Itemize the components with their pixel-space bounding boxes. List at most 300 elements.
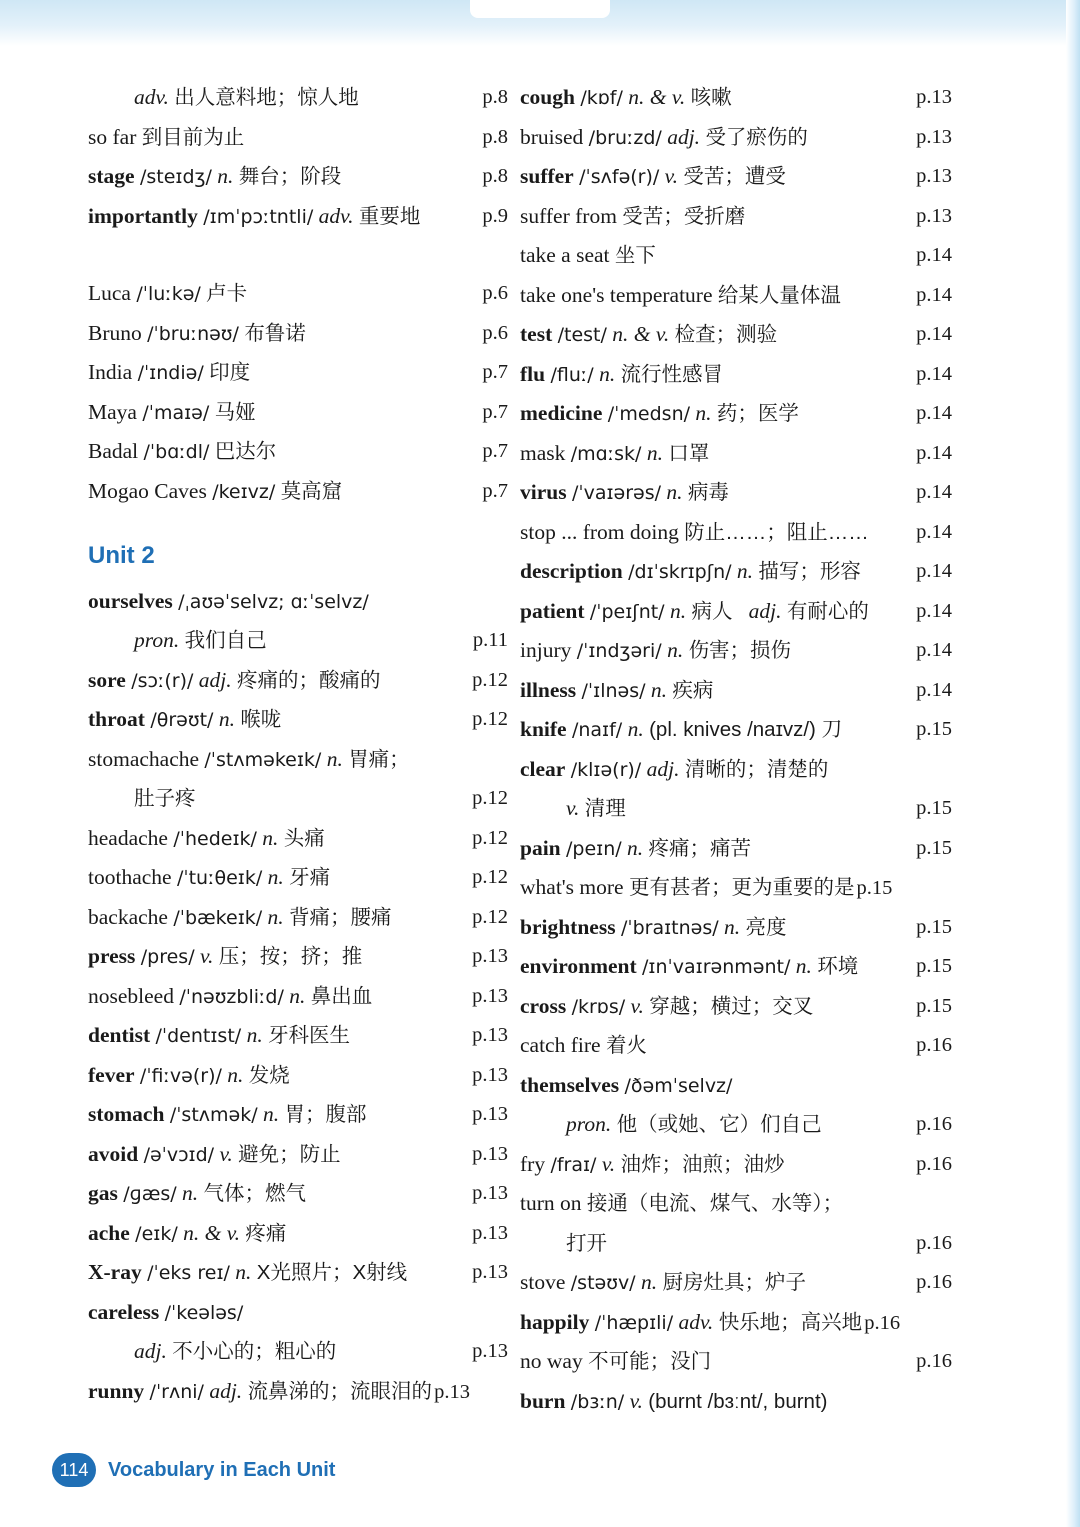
- entry-definition: 喉咙: [240, 708, 282, 731]
- entry-page-reference: p.14: [916, 481, 952, 503]
- entry-phonetic: /ˈpeɪʃnt/: [589, 600, 665, 623]
- vocabulary-entry: [520, 1184, 952, 1224]
- entry-body: [520, 1073, 732, 1097]
- entry-body: [88, 1102, 367, 1126]
- entry-page-reference: p.12: [472, 708, 508, 730]
- entry-body: [520, 1310, 862, 1334]
- entry-page-reference: p.13: [472, 1221, 508, 1244]
- entry-page-reference: p.14: [916, 402, 952, 424]
- vocabulary-entry: [520, 1263, 952, 1303]
- entry-phonetic: /dɪˈskrɪpʃn/: [628, 561, 732, 583]
- entry-definition: 伤害；损伤: [688, 639, 792, 662]
- entry-body: [88, 984, 372, 1008]
- entry-body: [88, 281, 247, 305]
- entry-page-reference: p.13: [434, 1380, 470, 1403]
- vocabulary-entry: [88, 582, 508, 622]
- entry-phonetic: /ˈɪlnəs/: [581, 679, 646, 702]
- vocabulary-entry: [520, 750, 952, 790]
- page-right-edge-decoration: [1066, 0, 1080, 1527]
- entry-definition: 受苦；受折磨: [622, 204, 746, 228]
- entry-body: [88, 1379, 432, 1403]
- entry-page-reference: p.7: [482, 440, 508, 462]
- entry-page-reference: p.15: [916, 915, 952, 938]
- entry-definition: X光照片；X射线: [256, 1261, 408, 1284]
- entry-phonetic: /ˈrʌni/: [149, 1380, 204, 1403]
- entry-headword: test: [520, 322, 553, 346]
- entry-body: [520, 85, 732, 109]
- vocabulary-entry: [88, 353, 508, 393]
- entry-body: [88, 589, 369, 613]
- entry-body: [520, 125, 808, 149]
- entry-spacer: [88, 236, 508, 274]
- entry-headword: ache: [88, 1220, 130, 1245]
- entry-headword: no way: [520, 1349, 583, 1373]
- vocabulary-entry: [88, 819, 508, 859]
- entry-definition: 环境: [817, 955, 859, 978]
- vocabulary-entry: [520, 987, 952, 1027]
- entry-page-reference: p.15: [916, 955, 952, 977]
- entry-definition: 厨房灶具；炉子: [662, 1271, 806, 1294]
- entry-headword: dentist: [88, 1023, 151, 1047]
- entry-part-of-speech: adj.: [198, 667, 232, 692]
- vocabulary-entry: [520, 236, 952, 276]
- entry-definition: 不可能；没门: [588, 1350, 712, 1373]
- entry-body: [520, 520, 869, 544]
- entry-phonetic: /ˈɪndʒəri/: [576, 640, 662, 662]
- entry-headword: stove: [520, 1270, 566, 1294]
- entry-page-reference: p.16: [864, 1311, 901, 1334]
- entry-body: [520, 1349, 711, 1373]
- entry-body: [88, 865, 330, 889]
- entry-definition: 口罩: [668, 441, 710, 465]
- entry-page-reference: p.16: [916, 1231, 952, 1254]
- vocabulary-entry: [88, 197, 508, 237]
- entry-body: [520, 678, 713, 702]
- entry-part-of-speech: adj.: [134, 1339, 167, 1363]
- entry-page-reference: p.16: [916, 1350, 952, 1372]
- entry-headword: suffer: [520, 164, 574, 188]
- vocabulary-entry: [88, 314, 508, 354]
- entry-headword: take a seat: [520, 243, 610, 267]
- vocabulary-entry: [88, 472, 508, 512]
- entry-definition: 疼痛的；酸痛的: [237, 668, 381, 692]
- vocabulary-entry: [88, 1056, 508, 1096]
- vocabulary-entry: [520, 1382, 952, 1422]
- entry-part-of-speech: v.: [200, 944, 214, 968]
- entry-body: [88, 1142, 341, 1166]
- entry-headword: pain: [520, 835, 561, 860]
- entry-definition: 接通（电流、煤气、水等）；: [586, 1192, 844, 1215]
- entry-phonetic: /ðəmˈselvz/: [624, 1074, 733, 1097]
- entry-definition: 清理: [584, 797, 626, 820]
- footer-section-title: Vocabulary in Each Unit: [108, 1458, 336, 1481]
- page-top-decoration: [0, 0, 1080, 46]
- entry-part-of-speech: n.: [217, 164, 234, 188]
- entry-definition: 药；医学: [716, 402, 799, 425]
- entry-part-of-speech: n.: [263, 1102, 280, 1126]
- entry-phonetic: /ˈmaɪə/: [142, 401, 210, 424]
- vocabulary-entry: [88, 1214, 508, 1254]
- entry-body: [520, 243, 656, 267]
- entry-headword: India: [88, 360, 133, 384]
- vocabulary-entry: [88, 78, 508, 118]
- entry-part-of-speech: n.: [724, 914, 741, 939]
- entry-headword: X-ray: [88, 1260, 142, 1284]
- entry-body: [520, 480, 729, 504]
- vocabulary-entry: [520, 710, 952, 750]
- vocabulary-entry: [520, 1026, 952, 1066]
- entry-phonetic: /bɜːn/: [570, 1390, 625, 1413]
- entry-page-reference: p.14: [916, 362, 952, 385]
- entry-phonetic: /ˈbraɪtnəs/: [620, 916, 719, 939]
- entry-headword: fever: [88, 1062, 135, 1087]
- entry-part-of-speech: v.: [566, 796, 580, 820]
- entry-definition: 穿越；横过；交叉: [649, 994, 814, 1018]
- entry-definition: 描写；形容: [758, 560, 861, 583]
- entry-definition: 牙痛: [289, 866, 331, 889]
- vocabulary-entry: [520, 1105, 952, 1145]
- entry-definition: 牙科医生: [268, 1024, 351, 1047]
- vocabulary-entry: [88, 1016, 508, 1056]
- entry-definition: 油炸；油煎；油炒: [620, 1152, 785, 1176]
- vocabulary-entry: [520, 1066, 952, 1106]
- entry-phonetic: /ˈmedsn/: [607, 403, 691, 425]
- vocabulary-entry: [520, 197, 952, 237]
- vocabulary-entry: [520, 1224, 952, 1264]
- entry-phonetic: /ˈnəʊzbliːd/: [179, 985, 284, 1008]
- entry-page-reference: p.13: [472, 1340, 508, 1362]
- vocabulary-entry: [88, 898, 508, 938]
- entry-page-reference: p.13: [472, 945, 508, 967]
- entry-definition: 流鼻涕的；流眼泪的: [247, 1379, 433, 1403]
- vocabulary-entry: [88, 432, 508, 472]
- vocabulary-entry: [520, 157, 952, 197]
- entry-body: [88, 905, 392, 929]
- entry-part-of-speech: n.: [182, 1181, 199, 1205]
- entry-page-reference: p.8: [482, 125, 508, 148]
- entry-phonetic: /ɡæs/: [123, 1183, 177, 1205]
- entry-part-of-speech: v.: [664, 164, 678, 188]
- entry-page-reference: p.12: [472, 866, 508, 888]
- vocabulary-entry: [520, 513, 952, 553]
- entry-headword: cough: [520, 85, 575, 109]
- entry-headword: virus: [520, 480, 567, 504]
- vocabulary-entry: [88, 393, 508, 433]
- entry-body: [520, 401, 799, 425]
- entry-headword: knife: [520, 717, 567, 741]
- entry-body: [520, 836, 751, 860]
- entry-body: [520, 1152, 785, 1176]
- entry-definition: 给某人量体温: [717, 283, 841, 307]
- vocabulary-entry: [88, 1372, 508, 1412]
- entry-page-reference: p.12: [472, 668, 508, 691]
- entry-body: [134, 1339, 336, 1363]
- entry-headword: flu: [520, 361, 546, 386]
- vocabulary-entry: [88, 1253, 508, 1293]
- entry-part-of-speech: pron.: [134, 628, 180, 652]
- entry-part-of-speech: v.: [630, 993, 644, 1018]
- entry-headword: runny: [88, 1378, 145, 1403]
- entry-page-reference: p.14: [916, 678, 952, 701]
- vocabulary-entry: [88, 621, 508, 661]
- entry-definition: 检查；测验: [674, 323, 778, 346]
- entry-body: [88, 1221, 286, 1245]
- entry-body: [520, 915, 787, 939]
- vocabulary-entry: [520, 1303, 952, 1343]
- entry-phonetic: /ˈhedeɪk/: [173, 827, 257, 850]
- page-footer: [52, 1453, 335, 1487]
- entry-part-of-speech: n.: [599, 361, 616, 386]
- entry-headword: description: [520, 559, 623, 583]
- entry-headword: Maya: [88, 399, 137, 424]
- entry-page-reference: p.15: [916, 836, 952, 859]
- entry-definition: 发烧: [248, 1063, 290, 1087]
- entry-part-of-speech: n.: [289, 983, 306, 1008]
- entry-definition: 出人意料地；惊人地: [174, 86, 359, 109]
- vocabulary-entry: [520, 829, 952, 869]
- entry-phonetic: /ɪnˈvaɪrənmənt/: [642, 956, 791, 978]
- entry-phonetic: /ˈstʌmək/: [169, 1104, 258, 1126]
- entry-page-reference: p.16: [916, 1152, 952, 1175]
- entry-headword: environment: [520, 954, 637, 978]
- entry-part-of-speech: n.: [669, 598, 687, 623]
- entry-definition: 疾病: [672, 678, 714, 702]
- entry-headword: headache: [88, 825, 168, 850]
- entry-part-of-speech: pron.: [566, 1112, 612, 1136]
- entry-part-of-speech: adv.: [134, 85, 169, 109]
- entry-page-reference: p.12: [472, 826, 508, 849]
- entry-body: [520, 164, 786, 188]
- vocabulary-entry: [520, 78, 952, 118]
- entry-part-of-speech: adv.: [678, 1309, 714, 1334]
- entry-body: [520, 283, 841, 307]
- entry-page-reference: p.13: [472, 1024, 508, 1046]
- entry-definition: 更有甚者；更为重要的是: [628, 876, 855, 899]
- entry-body: [88, 204, 420, 228]
- entry-definition: 流行性感冒: [620, 362, 724, 386]
- entry-page-reference: p.14: [916, 599, 952, 622]
- entry-body: [88, 439, 276, 463]
- entry-headword: importantly: [88, 203, 198, 228]
- vocabulary-entry: [88, 118, 508, 158]
- entry-definition: 着火: [605, 1034, 647, 1057]
- entry-phonetic: /ˈbækeɪk/: [173, 906, 263, 929]
- entry-headword: fry: [520, 1151, 546, 1176]
- entry-body: [88, 1260, 407, 1284]
- entry-body: [520, 599, 869, 623]
- entry-page-reference: p.12: [472, 787, 508, 809]
- vocabulary-entry: [88, 779, 508, 819]
- entry-body: [520, 362, 723, 386]
- entry-part-of-speech: adj.: [209, 1378, 243, 1403]
- entry-page-reference: p.13: [472, 1103, 508, 1125]
- entry-page-reference: p.15: [916, 718, 952, 740]
- vocabulary-entry: [88, 977, 508, 1017]
- entry-body: [520, 757, 828, 781]
- entry-body: [566, 1112, 822, 1136]
- entry-definition: (pl. knives /naɪvz/) 刀: [649, 718, 843, 741]
- entry-phonetic: /ˈkeələs/: [164, 1301, 244, 1324]
- page-number: 114: [52, 1453, 96, 1487]
- entry-headword: take one's temperature: [520, 282, 713, 307]
- entry-page-reference: p.7: [482, 400, 508, 423]
- entry-part-of-speech: n.: [795, 954, 812, 978]
- entry-page-reference: p.13: [472, 1142, 508, 1165]
- entry-headword: bruised: [520, 124, 584, 149]
- entry-headword: Bruno: [88, 320, 142, 345]
- entry-page-reference: p.13: [472, 984, 508, 1007]
- vocabulary-entry: [520, 1145, 952, 1185]
- entry-body: [520, 1389, 827, 1413]
- entry-definition: 气体；燃气: [203, 1182, 307, 1205]
- entry-body: [134, 786, 196, 810]
- entry-headword: suffer from: [520, 203, 617, 228]
- entry-body: [88, 1063, 290, 1087]
- vocabulary-entry: [520, 118, 952, 158]
- entry-body: [88, 1300, 243, 1324]
- entry-part-of-speech: n.: [218, 707, 235, 731]
- vocabulary-entry: [520, 355, 952, 395]
- entry-headword: clear: [520, 756, 566, 781]
- entry-page-reference: p.16: [916, 1271, 952, 1293]
- entry-phonetic: /mɑːsk/: [570, 442, 642, 465]
- entry-definition: 马娅: [214, 400, 256, 424]
- entry-definition-secondary: 有耐心的: [786, 599, 869, 623]
- entry-body: [566, 1231, 607, 1255]
- entry-definition: 打开: [566, 1231, 607, 1255]
- vocabulary-entry: [520, 552, 952, 592]
- entry-body: [88, 360, 250, 384]
- entry-body: [134, 628, 267, 652]
- entry-page-reference: p.7: [482, 361, 508, 383]
- entry-body: [520, 1033, 647, 1057]
- entry-page-reference: p.8: [482, 86, 508, 108]
- vocabulary-entry: [520, 631, 952, 671]
- entry-page-reference: p.13: [472, 1063, 508, 1086]
- entry-page-reference: p.8: [482, 165, 508, 187]
- entry-page-reference: p.11: [472, 629, 508, 651]
- entry-body: [520, 322, 777, 346]
- entry-body: [88, 164, 341, 188]
- entry-part-of-speech: n.: [640, 1270, 658, 1294]
- entry-definition: 压；按；挤；推: [218, 945, 363, 968]
- vocabulary-entry: [520, 394, 952, 434]
- entry-headword: gas: [88, 1181, 118, 1205]
- entry-body: [88, 321, 306, 345]
- entry-definition: 疼痛: [245, 1221, 287, 1245]
- entry-definition: 避免；防止: [238, 1142, 341, 1166]
- entry-headword: ourselves: [88, 588, 173, 613]
- entry-headword: Luca: [88, 281, 131, 305]
- entry-headword: so far: [88, 124, 137, 149]
- entry-definition: 布鲁诺: [244, 321, 306, 345]
- entry-definition: 清晰的；清楚的: [684, 757, 829, 781]
- entry-body: [520, 994, 813, 1018]
- entry-page-reference: p.6: [482, 321, 508, 344]
- entry-page-reference: p.15: [916, 994, 952, 1017]
- entry-page-reference: p.14: [916, 520, 952, 543]
- entry-body: [520, 441, 709, 465]
- entry-part-of-speech: n.: [267, 904, 284, 929]
- entry-body: [88, 400, 256, 424]
- entry-definition: 疼痛；痛苦: [648, 836, 752, 860]
- entry-headword: press: [88, 944, 136, 968]
- entry-part-of-speech: v.: [629, 1388, 643, 1413]
- entry-headword: careless: [88, 1299, 160, 1324]
- entry-headword: stop ... from doing: [520, 519, 679, 544]
- entry-phonetic: /əˈvɔɪd/: [143, 1143, 215, 1166]
- entry-headword: brightness: [520, 914, 616, 939]
- entry-phonetic: /steɪdʒ/: [139, 166, 212, 188]
- entry-headword: toothache: [88, 865, 172, 889]
- entry-part-of-speech: n.: [326, 746, 343, 771]
- entry-phonetic: /ˈɪndiə/: [137, 362, 204, 384]
- entry-headword: stomach: [88, 1102, 165, 1126]
- entry-body: [520, 1191, 843, 1215]
- entry-part-of-speech: n.: [262, 825, 279, 850]
- entry-definition: 舞台；阶段: [238, 165, 342, 188]
- entry-phonetic: /θrəʊt/: [150, 709, 214, 731]
- entry-phonetic: /sɔː(r)/: [131, 669, 194, 692]
- entry-part-of-speech: n.: [695, 401, 712, 425]
- entry-definition: 我们自己: [184, 629, 267, 652]
- vocabulary-entry: [88, 661, 508, 701]
- entry-page-reference: p.16: [916, 1034, 952, 1056]
- entry-phonetic: /ˈstʌməkeɪk/: [204, 748, 322, 771]
- entry-phonetic: /ˈbruːnəʊ/: [147, 322, 239, 345]
- entry-page-reference: p.13: [472, 1261, 508, 1283]
- entry-phonetic: /fluː/: [550, 363, 594, 386]
- entry-headword: happily: [520, 1309, 590, 1334]
- vocabulary-entry: [88, 1293, 508, 1333]
- entry-body: [520, 1270, 806, 1294]
- entry-page-reference: p.14: [916, 441, 952, 464]
- entry-part-of-speech-secondary: adj.: [748, 598, 782, 623]
- entry-definition: 坐下: [614, 244, 656, 267]
- entry-body: [520, 875, 854, 899]
- entry-page-reference: p.14: [916, 323, 952, 345]
- entry-part-of-speech: adj.: [646, 756, 680, 781]
- entry-page-reference: p.14: [916, 283, 952, 306]
- vocabulary-entry: [520, 671, 952, 711]
- unit-heading: Unit 2: [88, 542, 155, 569]
- vocabulary-entry: [520, 434, 952, 474]
- entry-definition: 巴达尔: [214, 440, 277, 463]
- entry-definition: 亮度: [745, 915, 787, 939]
- entry-body: [88, 668, 381, 692]
- entry-definition: 印度: [209, 361, 251, 384]
- entry-part-of-speech: n.: [736, 559, 754, 583]
- entry-body: [88, 707, 281, 731]
- entry-part-of-speech: n. & v.: [628, 85, 686, 109]
- entry-definition: 防止……；阻止……: [684, 520, 869, 544]
- entry-part-of-speech: adj.: [667, 124, 701, 149]
- entry-part-of-speech: n.: [667, 638, 684, 662]
- entry-page-reference: p.13: [916, 204, 952, 227]
- entry-part-of-speech: n.: [627, 835, 644, 860]
- entry-part-of-speech: n.: [646, 440, 663, 465]
- vocabulary-entry: [520, 868, 952, 908]
- vocabulary-entry: [88, 1174, 508, 1214]
- entry-definition: 鼻出血: [310, 984, 373, 1008]
- vocabulary-entry: [520, 276, 952, 316]
- entry-definition: 头痛: [283, 826, 325, 850]
- entry-phonetic: /test/: [557, 324, 607, 346]
- entry-phonetic: /ˈsʌfə(r)/: [579, 166, 660, 188]
- entry-headword: catch fire: [520, 1033, 601, 1057]
- entry-page-reference: p.12: [472, 905, 508, 928]
- entry-body: [134, 85, 359, 109]
